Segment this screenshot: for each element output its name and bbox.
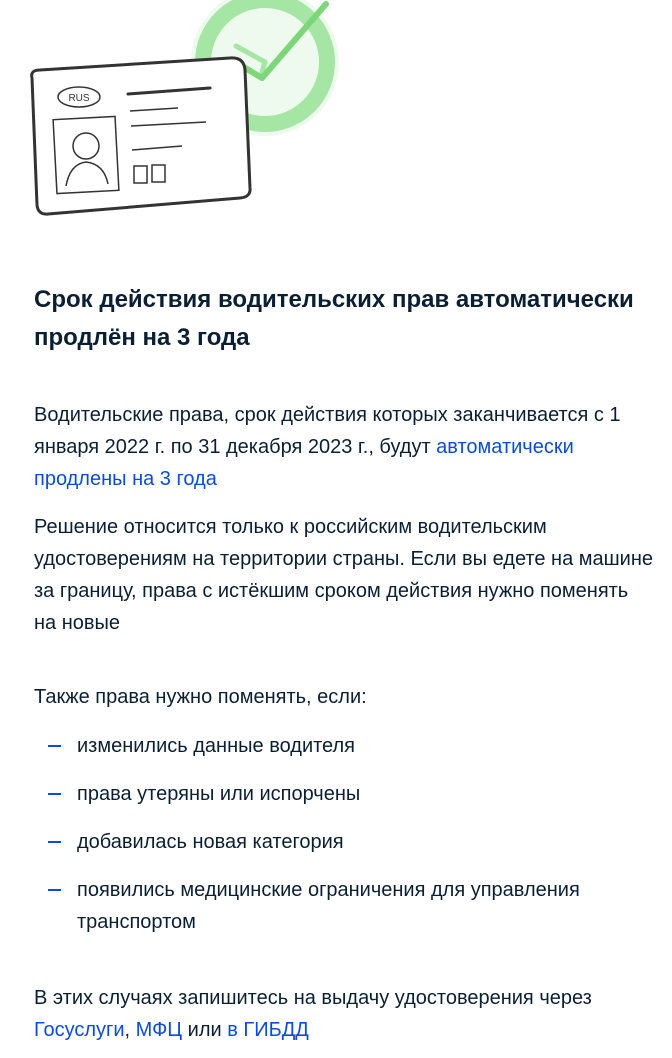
intro-text: Водительские права, срок действия которых заканчивается с 1 января 2022 г. по 31 декабря 2023 г., будут xyxy=(34,404,621,458)
card-country-code: RUS xyxy=(68,93,90,104)
reasons-list xyxy=(34,730,654,938)
mfc-link[interactable]: МФЦ xyxy=(135,1019,183,1041)
list-intro: Также права нужно поменять, если: xyxy=(34,686,367,708)
dash-icon xyxy=(48,793,61,795)
dash-icon xyxy=(48,841,61,843)
dash-icon xyxy=(48,745,61,747)
page-title: Срок действия водительских прав автоматически продлён на 3 года xyxy=(34,286,634,351)
gosuslugi-link[interactable]: Госуслуги xyxy=(34,1019,125,1041)
list-item: появились медицинские ограничения для управления транспортом xyxy=(34,874,654,938)
list-item: права утеряны или испорчены xyxy=(34,778,654,810)
license-card-icon xyxy=(32,58,250,214)
list-item: добавилась новая категория xyxy=(34,826,654,858)
license-clock-illustration xyxy=(0,0,672,240)
gibdd-link[interactable]: в ГИБДД xyxy=(227,1019,309,1041)
final-paragraph: В этих случаях запишитесь на выдачу удостоверения через Госуслуги, МФЦ или в ГИБДД xyxy=(34,987,592,1041)
auto-extension-link[interactable]: автоматически продлены на 3 года xyxy=(34,436,574,490)
list-item: изменились данные водителя xyxy=(34,730,654,762)
foreign-travel-paragraph: Решение относится только к российским водительским удостоверениям на территории страны. Если вы едете на машине за границу, права с истёкшим сроком действия нужно поменять на новые xyxy=(34,516,654,634)
intro-paragraph xyxy=(34,399,654,495)
dash-icon xyxy=(48,889,61,891)
